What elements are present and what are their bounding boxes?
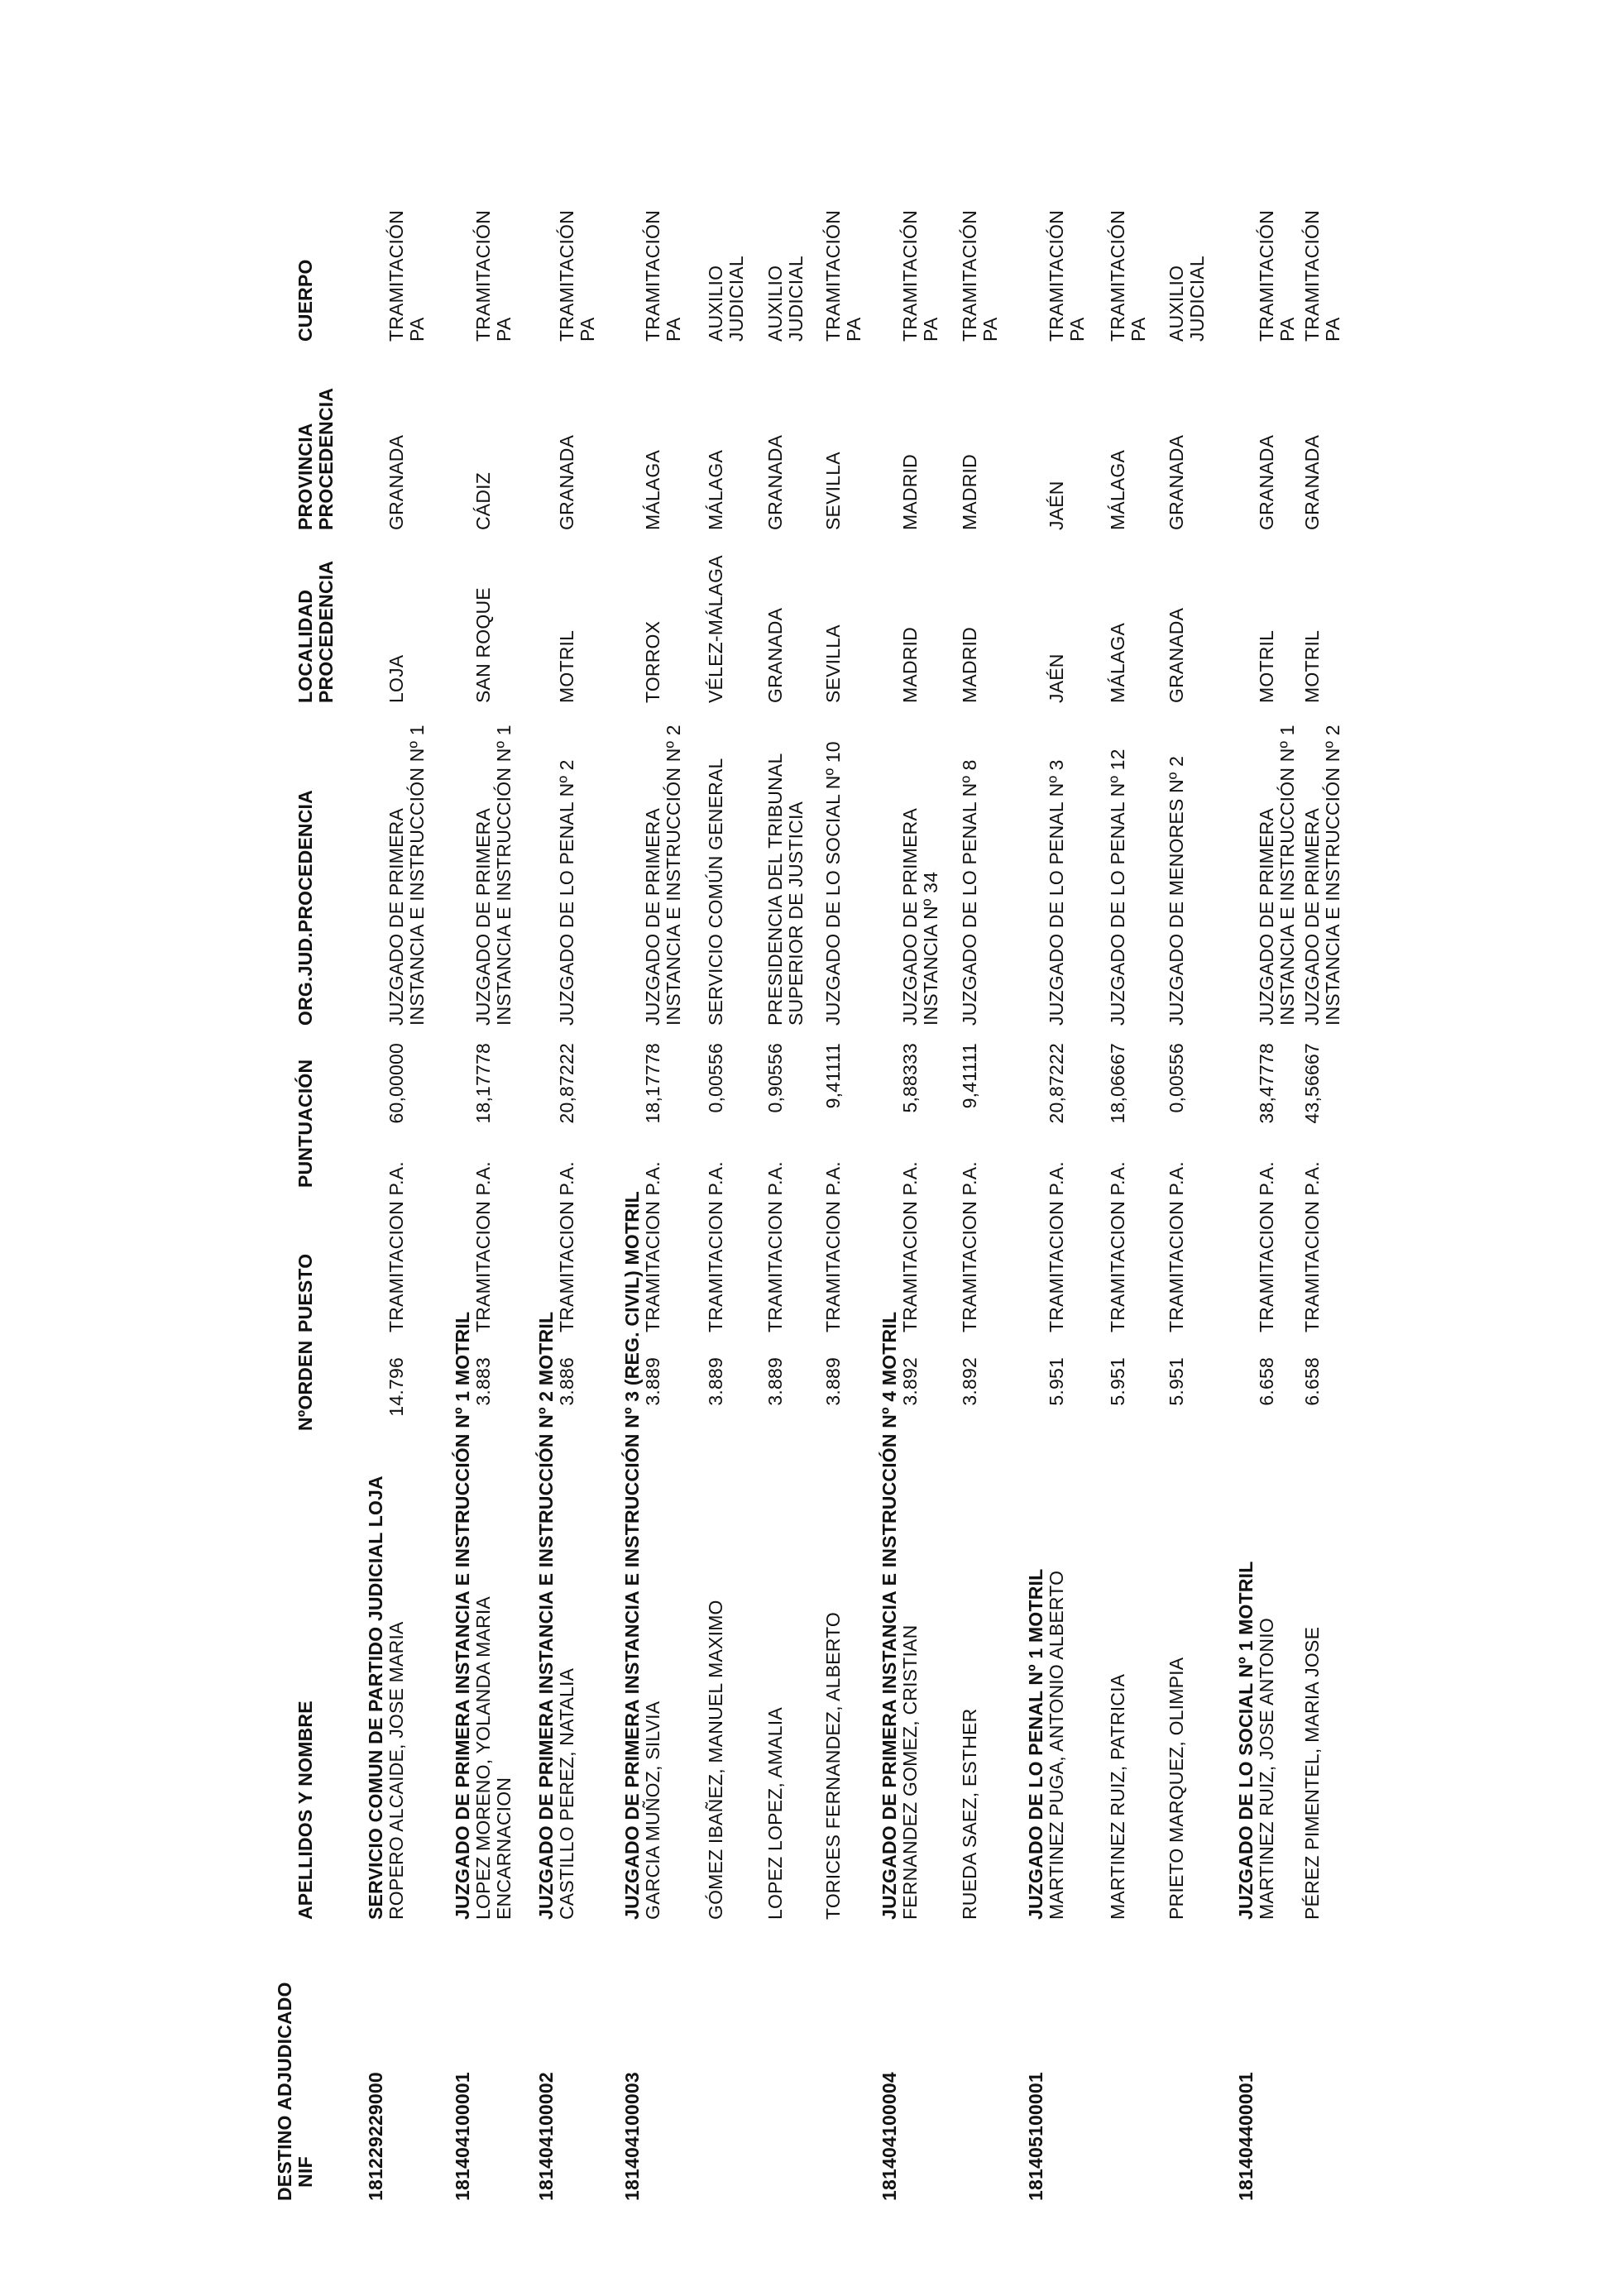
row-localidad: GRANADA xyxy=(1166,607,1187,703)
row-nombre: LOPEZ LOPEZ, AMALIA xyxy=(764,1707,786,1920)
row-provincia: GRANADA xyxy=(1301,434,1323,530)
row-localidad: VÉLEZ-MÁLAGA xyxy=(705,555,726,703)
row-localidad: GRANADA xyxy=(764,607,786,703)
row-puntuacion: 18,06667 xyxy=(1107,1043,1128,1124)
row-cuerpo-2: PA xyxy=(1322,317,1343,342)
row-nombre-1: LOPEZ MORENO, YOLANDA MARIA xyxy=(472,1596,494,1920)
row-provincia: MADRID xyxy=(899,454,921,530)
row-orden: 3.889 xyxy=(642,1357,663,1406)
row-localidad: MADRID xyxy=(959,627,980,703)
header-localidad-2: PROCEDENCIA xyxy=(315,560,337,703)
row-org-1: JUZGADO DE PRIMERA xyxy=(1301,807,1323,1026)
group-nif: 181229229000 xyxy=(365,2072,386,2201)
row-puntuacion: 5,88333 xyxy=(899,1043,921,1113)
row-provincia: GRANADA xyxy=(556,434,577,530)
row-provincia: MÁLAGA xyxy=(1107,449,1128,530)
row-puntuacion: 38,47778 xyxy=(1256,1043,1277,1124)
row-provincia: MADRID xyxy=(959,454,980,530)
row-localidad: TORROX xyxy=(642,620,663,703)
row-puesto: TRAMITACION P.A. xyxy=(1256,1161,1277,1332)
row-puntuacion: 0,00556 xyxy=(1166,1043,1187,1113)
row-nombre: GARCIA MUÑOZ, SILVIA xyxy=(642,1700,663,1920)
row-puesto: TRAMITACION P.A. xyxy=(1301,1161,1323,1332)
row-provincia: MÁLAGA xyxy=(642,449,663,530)
row-localidad: SAN ROQUE xyxy=(472,587,494,703)
row-org-2: INSTANCIA E INSTRUCCIÓN Nº 1 xyxy=(493,725,515,1026)
row-org-1: JUZGADO DE PRIMERA xyxy=(899,807,921,1026)
row-cuerpo-2: PA xyxy=(1066,317,1088,342)
row-cuerpo-1: TRAMITACIÓN xyxy=(899,210,921,342)
group-title: JUZGADO DE PRIMERA INSTANCIA E INSTRUCCIÓN Nº 1 MOTRIL xyxy=(452,1311,473,1920)
row-orden: 5.951 xyxy=(1046,1357,1067,1406)
row-org-1: JUZGADO DE PRIMERA xyxy=(472,807,494,1026)
row-cuerpo-2: PA xyxy=(577,317,598,342)
row-localidad: LOJA xyxy=(385,654,407,703)
row-cuerpo-2: JUDICIAL xyxy=(1186,256,1208,342)
row-org-2: SUPERIOR DE JUSTICIA xyxy=(785,801,807,1026)
row-cuerpo-2: PA xyxy=(920,317,941,342)
row-org-1: JUZGADO DE LO PENAL Nº 2 xyxy=(556,759,577,1026)
row-puesto: TRAMITACION P.A. xyxy=(1046,1161,1067,1332)
row-cuerpo-1: TRAMITACIÓN xyxy=(1107,210,1128,342)
row-localidad: MOTRIL xyxy=(556,629,577,703)
row-cuerpo-1: AUXILIO xyxy=(1166,265,1187,342)
row-provincia: GRANADA xyxy=(1166,434,1187,530)
row-cuerpo-2: JUDICIAL xyxy=(725,256,747,342)
row-cuerpo-1: TRAMITACIÓN xyxy=(1256,210,1277,342)
row-nombre: PRIETO MARQUEZ, OLIMPIA xyxy=(1166,1657,1187,1920)
row-org-2: INSTANCIA E INSTRUCCIÓN Nº 1 xyxy=(406,725,428,1026)
row-puesto: TRAMITACION P.A. xyxy=(822,1161,844,1332)
row-puesto: TRAMITACION P.A. xyxy=(642,1161,663,1332)
row-cuerpo-1: AUXILIO xyxy=(764,265,786,342)
row-nombre: TORICES FERNANDEZ, ALBERTO xyxy=(822,1611,844,1920)
header-provincia-2: PROCEDENCIA xyxy=(315,387,337,530)
group-nif: 181404100004 xyxy=(879,2072,900,2201)
row-localidad: MÁLAGA xyxy=(1107,622,1128,703)
group-nif: 181405100001 xyxy=(1025,2072,1046,2201)
row-orden: 14.796 xyxy=(385,1357,407,1417)
group-nif: 181404100002 xyxy=(535,2072,557,2201)
row-puesto: TRAMITACION P.A. xyxy=(472,1161,494,1332)
header-puesto: PUESTO xyxy=(294,1253,316,1332)
row-orden: 3.892 xyxy=(959,1357,980,1406)
row-orden: 3.889 xyxy=(764,1357,786,1406)
group-title: SERVICIO COMUN DE PARTIDO JUDICIAL LOJA xyxy=(365,1476,386,1920)
row-org-2: INSTANCIA E INSTRUCCIÓN Nº 2 xyxy=(663,725,684,1026)
row-orden: 3.892 xyxy=(899,1357,921,1406)
row-orden: 3.886 xyxy=(556,1357,577,1406)
row-puesto: TRAMITACION P.A. xyxy=(959,1161,980,1332)
row-nombre: GÓMEZ IBAÑEZ, MANUEL MAXIMO xyxy=(705,1600,726,1920)
row-puntuacion: 9,41111 xyxy=(822,1043,844,1109)
row-cuerpo-1: AUXILIO xyxy=(705,265,726,342)
row-nombre-2: ENCARNACION xyxy=(493,1777,515,1920)
row-cuerpo-2: PA xyxy=(493,317,515,342)
header-puntuacion: PUNTUACIÓN xyxy=(294,1059,316,1188)
row-puesto: TRAMITACION P.A. xyxy=(1166,1161,1187,1332)
row-provincia: JAÉN xyxy=(1046,481,1067,530)
row-org-1: SERVICIO COMÚN GENERAL xyxy=(705,758,726,1026)
row-cuerpo-2: JUDICIAL xyxy=(785,256,807,342)
row-org-1: JUZGADO DE PRIMERA xyxy=(642,807,663,1026)
row-puntuacion: 0,90556 xyxy=(764,1043,786,1113)
row-nombre: PÉREZ PIMENTEL, MARIA JOSE xyxy=(1301,1626,1323,1920)
row-nombre: ROPERO ALCAIDE, JOSE MARIA xyxy=(385,1621,407,1920)
row-org-2: INSTANCIA Nº 34 xyxy=(920,871,941,1026)
row-cuerpo-1: TRAMITACIÓN xyxy=(822,210,844,342)
title-destino-adjudicado: DESTINO ADJUDICADO xyxy=(274,1982,295,2201)
row-cuerpo-1: TRAMITACIÓN xyxy=(1046,210,1067,342)
row-cuerpo-1: TRAMITACIÓN xyxy=(385,210,407,342)
row-nombre: MARTINEZ PUGA, ANTONIO ALBERTO xyxy=(1046,1570,1067,1920)
row-cuerpo-2: PA xyxy=(1276,317,1298,342)
row-provincia: GRANADA xyxy=(764,434,786,530)
row-provincia: SEVILLA xyxy=(822,452,844,530)
row-localidad: MOTRIL xyxy=(1301,629,1323,703)
row-cuerpo-2: PA xyxy=(663,317,684,342)
group-nif: 181404400001 xyxy=(1235,2072,1257,2201)
row-puesto: TRAMITACION P.A. xyxy=(556,1161,577,1332)
row-cuerpo-2: PA xyxy=(406,317,428,342)
row-orden: 6.658 xyxy=(1256,1357,1277,1406)
row-cuerpo-1: TRAMITACIÓN xyxy=(556,210,577,342)
row-localidad: JAÉN xyxy=(1046,653,1067,703)
row-provincia: GRANADA xyxy=(1256,434,1277,530)
group-title: JUZGADO DE LO SOCIAL Nº 1 MOTRIL xyxy=(1235,1561,1257,1920)
row-puntuacion: 60,00000 xyxy=(385,1043,407,1124)
row-orden: 5.951 xyxy=(1107,1357,1128,1406)
row-org-1: JUZGADO DE LO PENAL Nº 3 xyxy=(1046,759,1067,1026)
row-orden: 5.951 xyxy=(1166,1357,1187,1406)
header-localidad-1: LOCALIDAD xyxy=(294,589,316,703)
row-localidad: SEVILLA xyxy=(822,624,844,703)
group-title: JUZGADO DE LO PENAL Nº 1 MOTRIL xyxy=(1025,1568,1046,1920)
group-nif: 181404100001 xyxy=(452,2072,473,2201)
row-puesto: TRAMITACION P.A. xyxy=(899,1161,921,1332)
row-cuerpo-2: PA xyxy=(843,317,864,342)
group-title: JUZGADO DE PRIMERA INSTANCIA E INSTRUCCIÓN Nº 2 MOTRIL xyxy=(535,1311,557,1920)
row-orden: 3.883 xyxy=(472,1357,494,1406)
row-puntuacion: 20,87222 xyxy=(556,1043,577,1124)
row-puntuacion: 9,41111 xyxy=(959,1043,980,1109)
row-org-1: JUZGADO DE LO SOCIAL Nº 10 xyxy=(822,741,844,1026)
row-org-2: INSTANCIA E INSTRUCCIÓN Nº 2 xyxy=(1322,725,1343,1026)
row-orden: 3.889 xyxy=(822,1357,844,1406)
row-cuerpo-1: TRAMITACIÓN xyxy=(1301,210,1323,342)
row-cuerpo-1: TRAMITACIÓN xyxy=(959,210,980,342)
row-nombre: MARTINEZ RUIZ, JOSE ANTONIO xyxy=(1256,1618,1277,1920)
header-norden: NºORDEN xyxy=(294,1340,316,1431)
row-cuerpo-2: PA xyxy=(1127,317,1149,342)
row-provincia: MÁLAGA xyxy=(705,449,726,530)
row-localidad: MADRID xyxy=(899,627,921,703)
row-provincia: CÁDIZ xyxy=(472,472,494,530)
row-puesto: TRAMITACION P.A. xyxy=(1107,1161,1128,1332)
group-title: JUZGADO DE PRIMERA INSTANCIA E INSTRUCCIÓN Nº 4 MOTRIL xyxy=(879,1311,900,1920)
row-org-1: JUZGADO DE LO PENAL Nº 8 xyxy=(959,759,980,1026)
row-nombre: CASTILLO PEREZ, NATALIA xyxy=(556,1667,577,1920)
row-org-1: JUZGADO DE MENORES Nº 2 xyxy=(1166,755,1187,1026)
row-puntuacion: 20,87222 xyxy=(1046,1043,1067,1124)
header-provincia-1: PROVINCIA xyxy=(294,423,316,530)
row-org-1: JUZGADO DE LO PENAL Nº 12 xyxy=(1107,749,1128,1026)
row-provincia: GRANADA xyxy=(385,434,407,530)
row-org-1: PRESIDENCIA DEL TRIBUNAL xyxy=(764,753,786,1026)
row-puesto: TRAMITACION P.A. xyxy=(764,1161,786,1332)
row-nombre: MARTINEZ RUIZ, PATRICIA xyxy=(1107,1673,1128,1920)
group-nif: 181404100003 xyxy=(621,2072,643,2201)
row-cuerpo-1: TRAMITACIÓN xyxy=(472,210,494,342)
row-cuerpo-2: PA xyxy=(979,317,1001,342)
row-puesto: TRAMITACION P.A. xyxy=(705,1161,726,1332)
row-puesto: TRAMITACION P.A. xyxy=(385,1161,407,1332)
header-org-jud-procedencia: ORG.JUD.PROCEDENCIA xyxy=(294,790,316,1026)
row-orden: 3.889 xyxy=(705,1357,726,1406)
group-title: JUZGADO DE PRIMERA INSTANCIA E INSTRUCCIÓN Nº 3 (REG. CIVIL) MOTRIL xyxy=(621,1191,643,1920)
row-puntuacion: 43,56667 xyxy=(1301,1043,1323,1124)
row-cuerpo-1: TRAMITACIÓN xyxy=(642,210,663,342)
row-puntuacion: 18,17778 xyxy=(642,1043,663,1124)
header-nif: NIF xyxy=(294,2156,316,2188)
header-apellidos-nombre: APELLIDOS Y NOMBRE xyxy=(294,1700,316,1920)
row-nombre: FERNANDEZ GOMEZ, CRISTIAN xyxy=(899,1624,921,1920)
row-localidad: MOTRIL xyxy=(1256,629,1277,703)
row-nombre: RUEDA SAEZ, ESTHER xyxy=(959,1708,980,1920)
row-org-1: JUZGADO DE PRIMERA xyxy=(385,807,407,1026)
row-org-1: JUZGADO DE PRIMERA xyxy=(1256,807,1277,1026)
row-puntuacion: 18,17778 xyxy=(472,1043,494,1124)
row-puntuacion: 0,00556 xyxy=(705,1043,726,1113)
header-cuerpo: CUERPO xyxy=(294,259,316,342)
row-orden: 6.658 xyxy=(1301,1357,1323,1406)
row-org-2: INSTANCIA E INSTRUCCIÓN Nº 1 xyxy=(1276,725,1298,1026)
